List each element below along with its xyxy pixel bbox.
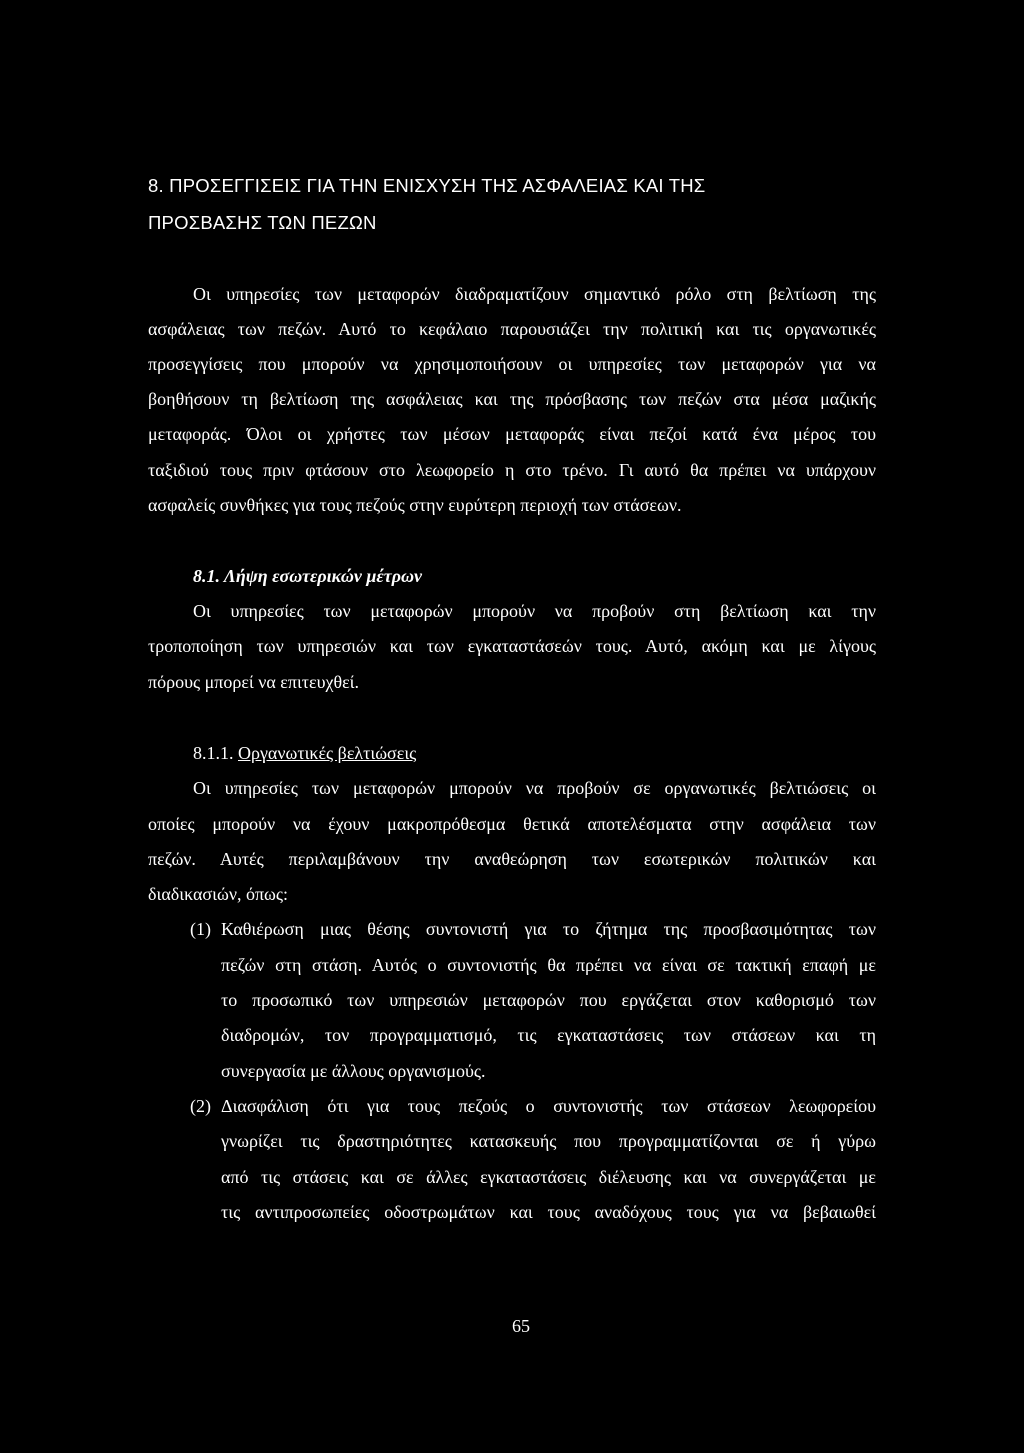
section-8-1-paragraph-line: τροποποίηση των υπηρεσιών και των εγκαταστάσεών τους. Αυτό, ακόμη και με λίγους [148,636,876,656]
list-item-marker: (2) [190,1096,211,1116]
list-item-line: γνωρίζει τις δραστηριότητες κατασκευής που προγραμματίζονται σε ή γύρω [221,1131,876,1151]
section-8-1-paragraph-line: Οι υπηρεσίες των μεταφορών μπορούν να προβούν στη βελτίωση και την [193,601,876,621]
intro-paragraph-line: προσεγγίσεις που μπορούν να χρησιμοποιήσουν οι υπηρεσίες των μεταφορών για να [148,354,876,374]
list-item-line: Καθιέρωση μιας θέσης συντονιστή για το ζήτημα της προσβασιμότητας των [221,919,876,939]
section-8-1-1-paragraph-line: πεζών. Αυτές περιλαμβάνουν την αναθεώρηση των εσωτερικών πολιτικών και [148,849,876,869]
intro-paragraph-line: Οι υπηρεσίες των μεταφορών διαδραματίζουν σημαντικό ρόλο στη βελτίωση της [193,284,876,304]
list-item-line: πεζών στη στάση. Αυτός ο συντονιστής θα πρέπει να είναι σε τακτική επαφή με [221,955,876,975]
section-8-1-1-paragraph-line: οποίες μπορούν να έχουν μακροπρόθεσμα θετικά αποτελέσματα στην ασφάλεια των [148,814,876,834]
intro-paragraph-line: ασφάλειας των πεζών. Αυτό το κεφάλαιο παρουσιάζει την πολιτική και τις οργανωτικές [148,319,876,339]
list-item-line: διαδρομών, τον προγραμματισμό, τις εγκαταστάσεις των στάσεων και τη [221,1025,876,1045]
intro-paragraph-line: μεταφοράς. Όλοι οι χρήστες των μέσων μεταφοράς είναι πεζοί κατά ένα μέρος του [148,424,876,444]
section-8-1-1-title: Οργανωτικές βελτιώσεις [238,743,417,763]
list-item-line: Διασφάλιση ότι για τους πεζούς ο συντονιστής των στάσεων λεωφορείου [221,1096,876,1116]
list-item-marker: (1) [190,919,211,939]
section-8-1-1-number: 8.1.1. [193,743,234,763]
section-8-1-1-heading [193,744,416,762]
intro-paragraph-line: ασφαλείς συνθήκες για τους πεζούς στην ευρύτερη περιοχή των στάσεων. [148,495,682,515]
section-8-1-number: 8.1. [193,566,220,586]
section-8-1-1-paragraph-line: Οι υπηρεσίες των μεταφορών μπορούν να προβούν σε οργανωτικές βελτιώσεις οι [193,778,876,798]
section-8-1-paragraph-line: πόρους μπορεί να επιτευχθεί. [148,672,360,692]
list-item-line: τις αντιπροσωπείες οδοστρωμάτων και τους αναδόχους τους για να βεβαιωθεί [221,1202,876,1222]
intro-paragraph-line: βοηθήσουν τη βελτίωση της ασφάλειας και της πρόσβασης των πεζών στα μέσα μαζικής [148,389,876,409]
list-item-line: το προσωπικό των υπηρεσιών μεταφορών που εργάζεται στον καθορισμό των [221,990,876,1010]
chapter-heading-line-1: 8. ΠΡΟΣΕΓΓΙΣΕΙΣ ΓΙΑ ΤΗΝ ΕΝΙΣΧΥΣΗ ΤΗΣ ΑΣΦΑΛΕΙΑΣ ΚΑΙ ΤΗΣ [148,175,706,196]
chapter-heading-line-2: ΠΡΟΣΒΑΣΗΣ ΤΩΝ ΠΕΖΩΝ [148,212,377,233]
section-8-1-1-paragraph-line: διαδικασιών, όπως: [148,884,289,904]
page-number: 65 [512,1316,530,1336]
list-item-line: συνεργασία με άλλους οργανισμούς. [221,1061,486,1081]
list-item-line: από τις στάσεις και σε άλλες εγκαταστάσεις διέλευσης και να συνεργάζεται με [221,1167,876,1187]
section-8-1-title: Λήψη εσωτερικών μέτρων [223,566,422,586]
section-8-1-heading [193,567,422,585]
intro-paragraph-line: ταξιδιού τους πριν φτάσουν στο λεωφορείο η στο τρένο. Γι αυτό θα πρέπει να υπάρχουν [148,460,876,480]
